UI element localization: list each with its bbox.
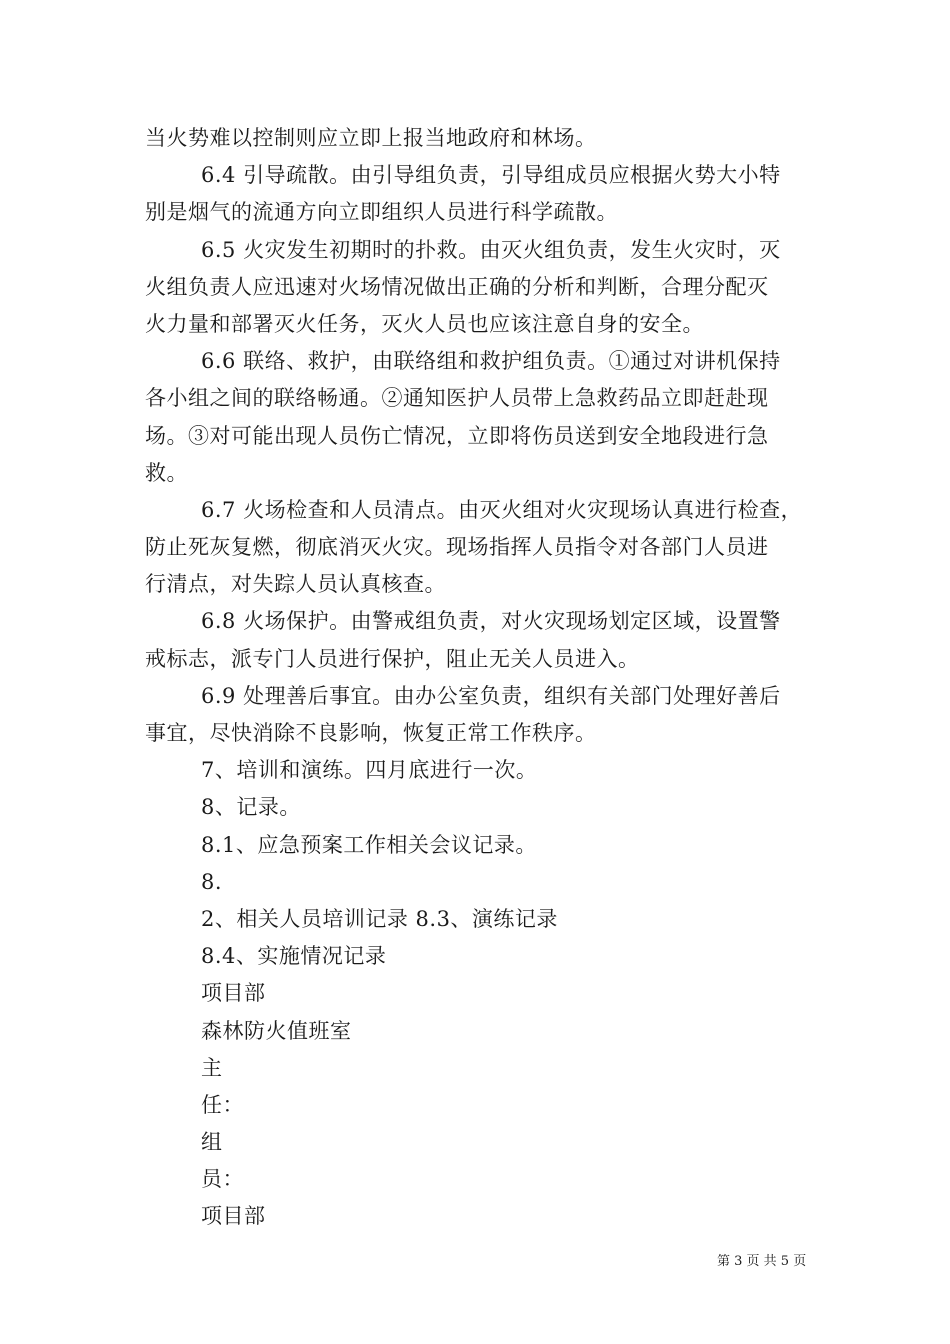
text-line: 救。 [145, 460, 188, 485]
text-line: 场。③对可能出现人员伤亡情况，立即将伤员送到安全地段进行急 [145, 423, 769, 448]
text-line: 戒标志，派专门人员进行保护，阻止无关人员进入。 [145, 646, 640, 671]
text-line: 8. [201, 869, 223, 894]
text-line: 6.7 火场检查和人员清点。由灭火组对火灾现场认真进行检查， [201, 497, 803, 522]
text-line: 8.4、实施情况记录 [201, 944, 387, 969]
text-line: 任： [201, 1092, 244, 1117]
text-line: 主 [201, 1055, 223, 1080]
text-line: 森林防火值班室 [201, 1018, 352, 1043]
text-line: 事宜，尽快消除不良影响，恢复正常工作秩序。 [145, 721, 597, 745]
text-line: 各小组之间的联络畅通。②通知医护人员带上急救药品立即赶赴现 [145, 386, 769, 411]
text-line: 6.4 引导疏散。由引导组负责，引导组成员应根据火势大小特 [201, 163, 781, 188]
text-line: 当火势难以控制则应立即上报当地政府和林场。 [145, 126, 597, 150]
text-line: 项目部 [201, 1204, 266, 1229]
text-line: 6.5 火灾发生初期时的扑救。由灭火组负责，发生火灾时，灭 [201, 237, 781, 262]
text-line: 火组负责人应迅速对火场情况做出正确的分析和判断，合理分配灭 [145, 274, 769, 299]
text-line: 2、相关人员培训记录 8.3、演练记录 [201, 906, 558, 931]
text-line: 组 [201, 1130, 223, 1155]
text-line: 员： [201, 1167, 244, 1192]
text-line: 8.1、应急预案工作相关会议记录。 [201, 832, 537, 857]
text-line: 6.8 火场保护。由警戒组负责，对火灾现场划定区域，设置警 [201, 609, 781, 634]
document-body [145, 120, 815, 1236]
text-line: 6.9 处理善后事宜。由办公室负责，组织有关部门处理好善后 [201, 683, 781, 708]
text-line: 行清点，对失踪人员认真核查。 [145, 572, 446, 597]
text-line: 火力量和部署灭火任务，灭火人员也应该注意自身的安全。 [145, 311, 704, 336]
text-line: 防止死灰复燃，彻底消灭火灾。现场指挥人员指令对各部门人员进 [145, 535, 769, 560]
text-line: 别是烟气的流通方向立即组织人员进行科学疏散。 [145, 200, 618, 225]
text-line: 6.6 联络、救护，由联络组和救护组负责。①通过对讲机保持 [201, 349, 781, 374]
text-line: 8、记录。 [201, 795, 301, 820]
text-line: 项目部 [201, 981, 266, 1006]
text-line: 7、培训和演练。四月底进行一次。 [201, 758, 538, 783]
page-number-label: 第 3 页 共 5 页 [717, 1254, 807, 1269]
